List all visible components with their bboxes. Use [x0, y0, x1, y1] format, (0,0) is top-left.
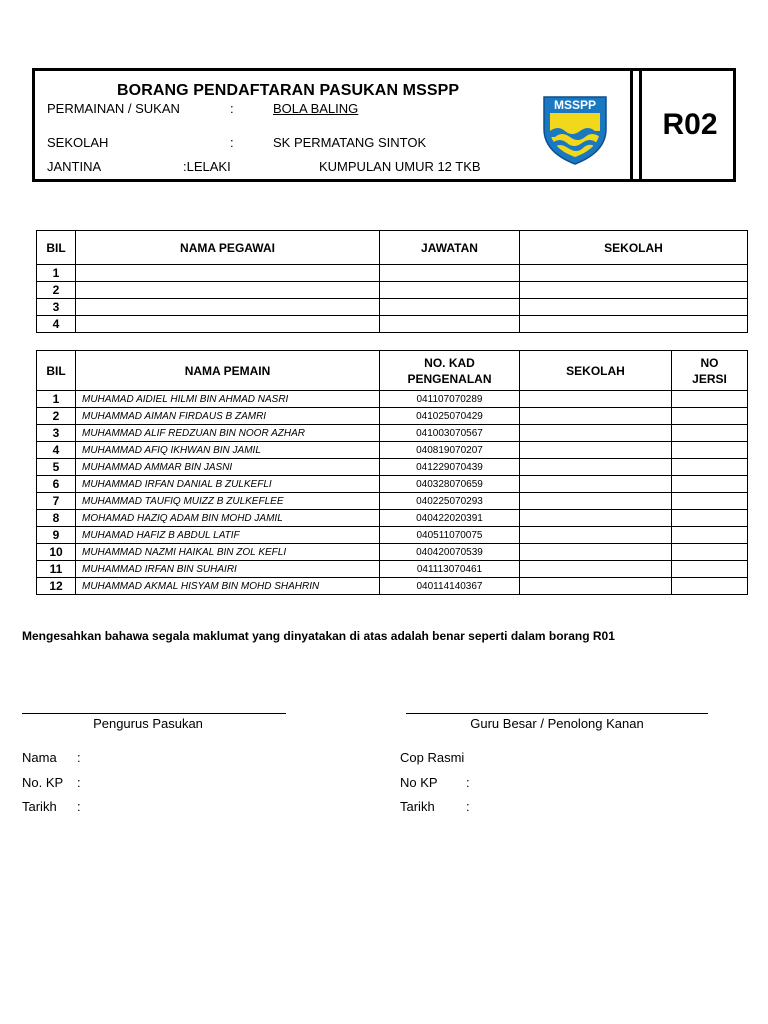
row-number: 2	[37, 408, 76, 425]
officials-table	[36, 230, 748, 333]
field-nokp-label: No. KP	[22, 775, 64, 790]
col-no-jersi	[672, 351, 748, 391]
table-row	[37, 578, 748, 595]
row-number: 9	[37, 527, 76, 544]
left-signature-title: Pengurus Pasukan	[93, 716, 203, 731]
cell-sekolah[interactable]	[520, 527, 672, 544]
cell-nama[interactable]	[76, 282, 380, 299]
colon-sukan: :	[230, 101, 234, 116]
form-title: BORANG PENDAFTARAN PASUKAN MSSPP	[117, 82, 460, 99]
cell-jersi[interactable]	[672, 561, 748, 578]
cell-nama[interactable]	[76, 299, 380, 316]
table-row	[37, 391, 748, 408]
player-name: MOHAMAD HAZIQ ADAM BIN MOHD JAMIL	[76, 510, 380, 527]
player-ic: 041107070289	[380, 391, 520, 408]
player-name: MUHAMMAD AFIQ IKHWAN BIN JAMIL	[76, 442, 380, 459]
player-name: MUHAMMAD IRFAN BIN SUHAIRI	[76, 561, 380, 578]
row-number: 4	[37, 442, 76, 459]
row-number: 11	[37, 561, 76, 578]
col-no-kad-line2: PENGENALAN	[407, 371, 492, 386]
col-bil: BIL	[37, 231, 76, 265]
field-right-tarikh-label: Tarikh	[400, 799, 435, 814]
row-number: 7	[37, 493, 76, 510]
player-ic: 040422020391	[380, 510, 520, 527]
col-no-kad	[380, 351, 520, 391]
player-ic: 040511070075	[380, 527, 520, 544]
table-row	[37, 544, 748, 561]
col-nama-pemain: NAMA PEMAIN	[76, 351, 380, 391]
cell-sekolah[interactable]	[520, 408, 672, 425]
logo-text: MSSPP	[553, 98, 597, 112]
officials-header-row	[37, 231, 748, 265]
cell-jawatan[interactable]	[380, 282, 520, 299]
label-sekolah: SEKOLAH	[47, 135, 109, 150]
row-number: 1	[37, 391, 76, 408]
players-header-row	[37, 351, 748, 391]
players-table	[36, 350, 748, 595]
cell-jersi[interactable]	[672, 544, 748, 561]
player-name: MUHAMMAD AKMAL HISYAM BIN MOHD SHAHRIN	[76, 578, 380, 595]
player-ic: 040114140367	[380, 578, 520, 595]
table-row	[37, 561, 748, 578]
cell-sekolah[interactable]	[520, 493, 672, 510]
field-nama-colon: :	[77, 750, 81, 765]
col-bil: BIL	[37, 351, 76, 391]
value-kumpulan: KUMPULAN UMUR 12 TKB	[319, 159, 481, 174]
table-row	[37, 316, 748, 333]
cell-sekolah[interactable]	[520, 316, 748, 333]
cell-jersi[interactable]	[672, 493, 748, 510]
cell-sekolah[interactable]	[520, 544, 672, 561]
header-divider	[630, 71, 642, 179]
cell-jersi[interactable]	[672, 459, 748, 476]
form-code: R02	[662, 108, 718, 141]
cell-jersi[interactable]	[672, 391, 748, 408]
field-cop-rasmi-label: Cop Rasmi	[400, 750, 465, 765]
label-sukan: PERMAINAN / SUKAN	[47, 101, 180, 116]
cell-jawatan[interactable]	[380, 265, 520, 282]
cell-sekolah[interactable]	[520, 459, 672, 476]
row-number: 3	[37, 299, 76, 316]
cell-sekolah[interactable]	[520, 561, 672, 578]
colon-sekolah: :	[230, 135, 234, 150]
player-name: MUHAMAD AIDIEL HILMI BIN AHMAD NASRI	[76, 391, 380, 408]
player-name: MUHAMAD HAFIZ B ABDUL LATIF	[76, 527, 380, 544]
player-name: MUHAMMAD TAUFIQ MUIZZ B ZULKEFLEE	[76, 493, 380, 510]
cell-jersi[interactable]	[672, 527, 748, 544]
cell-jersi[interactable]	[672, 425, 748, 442]
col-sekolah: SEKOLAH	[520, 231, 748, 265]
cell-sekolah[interactable]	[520, 299, 748, 316]
cell-jersi[interactable]	[672, 476, 748, 493]
value-sukan: BOLA BALING	[273, 101, 359, 116]
cell-jersi[interactable]	[672, 578, 748, 595]
player-ic: 040225070293	[380, 493, 520, 510]
cell-sekolah[interactable]	[520, 282, 748, 299]
field-nama-label: Nama	[22, 750, 57, 765]
cell-jawatan[interactable]	[380, 299, 520, 316]
player-name: MUHAMMAD NAZMI HAIKAL BIN ZOL KEFLI	[76, 544, 380, 561]
field-right-tarikh-colon: :	[466, 799, 470, 814]
row-number: 6	[37, 476, 76, 493]
player-ic: 040420070539	[380, 544, 520, 561]
player-name: MUHAMMAD IRFAN DANIAL B ZULKEFLI	[76, 476, 380, 493]
cell-sekolah[interactable]	[520, 578, 672, 595]
row-number: 3	[37, 425, 76, 442]
player-name: MUHAMMAD AMMAR BIN JASNI	[76, 459, 380, 476]
table-row	[37, 282, 748, 299]
row-number: 4	[37, 316, 76, 333]
cell-jersi[interactable]	[672, 510, 748, 527]
col-jawatan: JAWATAN	[380, 231, 520, 265]
table-row	[37, 442, 748, 459]
cell-sekolah[interactable]	[520, 425, 672, 442]
player-name: MUHAMMAD ALIF REDZUAN BIN NOOR AZHAR	[76, 425, 380, 442]
header-row-sukan	[35, 101, 625, 119]
cell-jersi[interactable]	[672, 442, 748, 459]
left-signature-line[interactable]	[22, 713, 286, 714]
msspp-logo	[540, 91, 610, 166]
col-no-jersi-line1: NO	[700, 355, 719, 370]
cell-sekolah[interactable]	[520, 442, 672, 459]
cell-sekolah[interactable]	[520, 391, 672, 408]
right-signature-title: Guru Besar / Penolong Kanan	[470, 716, 644, 731]
cell-nama[interactable]	[76, 316, 380, 333]
player-ic: 041003070567	[380, 425, 520, 442]
label-jantina: JANTINA	[47, 159, 102, 174]
row-number: 1	[37, 265, 76, 282]
col-sekolah: SEKOLAH	[520, 351, 672, 391]
header-row-sekolah	[35, 135, 625, 153]
row-number: 2	[37, 282, 76, 299]
field-nokp-colon: :	[77, 775, 81, 790]
field-right-nokp-label: No KP	[400, 775, 438, 790]
row-number: 12	[37, 578, 76, 595]
header-row-jantina	[35, 159, 625, 177]
table-row	[37, 476, 748, 493]
confirmation-statement: Mengesahkan bahawa segala maklumat yang dinyatakan di atas adalah benar seperti dalam borang R01	[22, 629, 615, 643]
right-signature-line[interactable]	[406, 713, 708, 714]
cell-jawatan[interactable]	[380, 316, 520, 333]
value-jantina: :LELAKI	[183, 159, 231, 174]
field-right-nokp-colon: :	[466, 775, 470, 790]
player-ic: 040328070659	[380, 476, 520, 493]
field-tarikh-label: Tarikh	[22, 799, 57, 814]
row-number: 5	[37, 459, 76, 476]
table-row	[37, 265, 748, 282]
row-number: 8	[37, 510, 76, 527]
form-header	[32, 68, 736, 182]
table-row	[37, 510, 748, 527]
cell-sekolah[interactable]	[520, 510, 672, 527]
table-row	[37, 493, 748, 510]
player-name: MUHAMMAD AIMAN FIRDAUS B ZAMRI	[76, 408, 380, 425]
table-row	[37, 299, 748, 316]
cell-nama[interactable]	[76, 265, 380, 282]
player-ic: 041025070429	[380, 408, 520, 425]
row-number: 10	[37, 544, 76, 561]
player-ic: 041229070439	[380, 459, 520, 476]
table-row	[37, 425, 748, 442]
cell-sekolah[interactable]	[520, 265, 748, 282]
cell-sekolah[interactable]	[520, 476, 672, 493]
field-tarikh-colon: :	[77, 799, 81, 814]
player-ic: 040819070207	[380, 442, 520, 459]
table-row	[37, 408, 748, 425]
table-row	[37, 527, 748, 544]
col-no-kad-line1: NO. KAD	[424, 355, 475, 370]
player-ic: 041113070461	[380, 561, 520, 578]
table-row	[37, 459, 748, 476]
cell-jersi[interactable]	[672, 408, 748, 425]
col-nama-pegawai: NAMA PEGAWAI	[76, 231, 380, 265]
col-no-jersi-line2: JERSI	[692, 371, 727, 386]
value-sekolah: SK PERMATANG SINTOK	[273, 135, 427, 150]
